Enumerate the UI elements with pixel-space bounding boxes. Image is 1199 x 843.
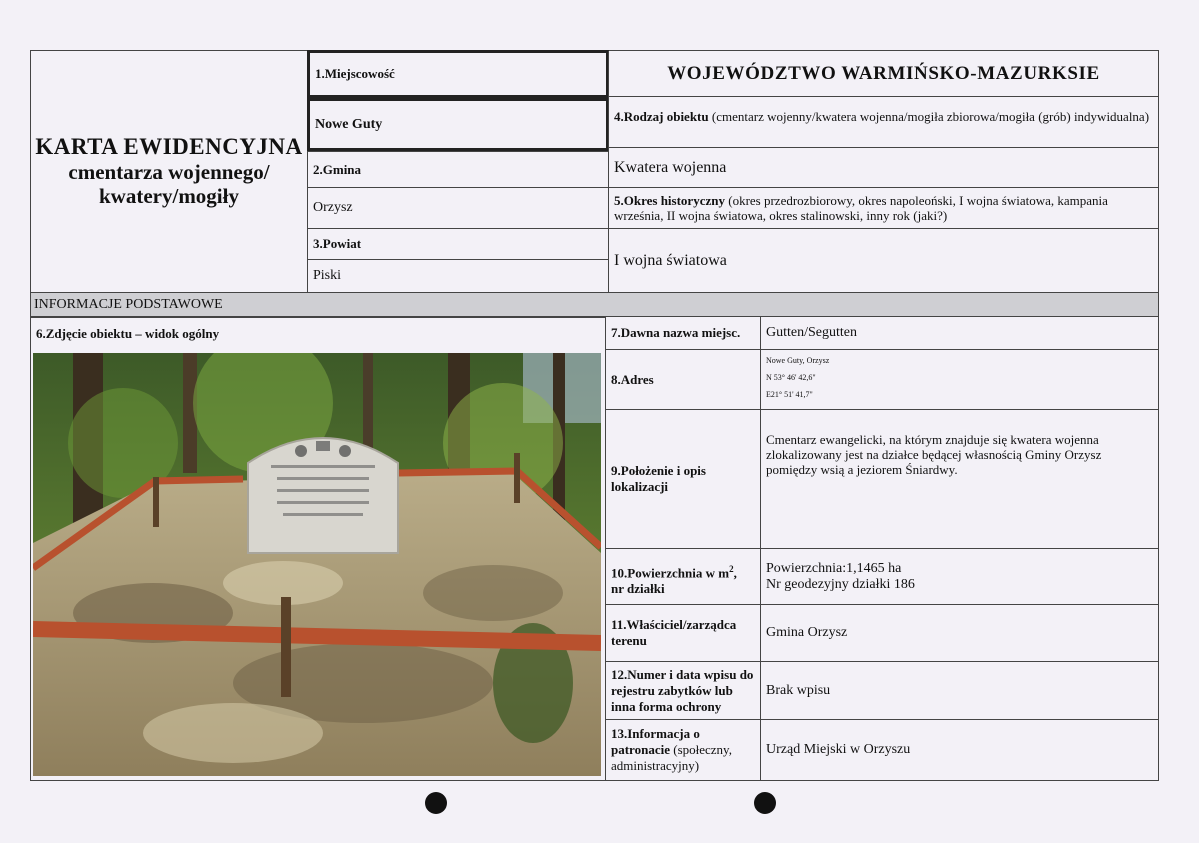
area-value [761,548,1158,604]
voivodeship-heading [608,51,1158,96]
patronage-label-bold: 13.Informacja o patronacie [611,726,700,757]
registry-label-text: 12.Numer i data wpisu do rejestru zabytków lub inna forma ochrony [611,666,754,714]
punch-hole-left [425,792,447,814]
county-value-text: Piski [313,268,342,283]
locality-value-text: Nowe Guty [315,116,383,132]
county-value [307,259,608,292]
area-label-sup: 2 [729,564,734,574]
owner-label-text: 11.Właściciel/zarządca terenu [611,617,737,648]
area-label [606,548,760,604]
card-title [31,51,307,291]
county-label-text: 3.Powiat [313,236,362,251]
area-label-comma: , [733,565,737,581]
location-label-text: 9.Położenie i opis lokalizacji [611,463,706,494]
patronage-value-text: Urząd Miejski w Orzyszu [766,742,911,757]
county-label [307,228,608,259]
period-value [608,228,1158,292]
area-label-text: 10.Powierzchnia w m [611,565,730,581]
area-value-2: Nr geodezyjny działki 186 [766,577,915,592]
title-line-3: kwatery/mogiły [99,184,239,208]
commune-value-text: Orzysz [313,200,353,215]
patronage-hint: (społeczny, administracyjny) [611,742,732,773]
object-type-label [608,96,1158,147]
registry-value-text: Brak wpisu [766,682,831,698]
owner-value-text: Gmina Orzysz [766,625,848,640]
address-line-2: N 53° 46' 42,6" [766,373,816,382]
patronage-value [761,719,1158,780]
area-label-parcel: nr działki [611,581,665,597]
commune-label [307,151,608,187]
owner-label [606,604,760,661]
object-type-label-bold: 4.Rodzaj obiektu [614,109,709,124]
locality-label-text: 1.Miejscowość [315,66,395,81]
patronage-label [606,719,760,780]
former-name-value-text: Gutten/Segutten [766,325,857,340]
former-name-value [761,317,1158,349]
commune-label-text: 2.Gmina [313,161,362,177]
address-label-text: 8.Adres [611,371,654,387]
owner-value [761,604,1158,661]
commune-value [307,187,608,228]
object-type-value-text: Kwatera wojenna [614,158,727,176]
former-name-label [606,317,760,349]
basic-info-text: INFORMACJE PODSTAWOWE [34,296,223,312]
photo-label [31,317,605,350]
photo-label-text: 6.Zdjęcie obiektu – widok ogólny [36,326,220,341]
location-value [761,409,1158,548]
former-name-label-text: 7.Dawna nazwa miejsc. [611,325,741,340]
object-type-hint: (cmentarz wojenny/kwatera wojenna/mogiła zbiorowa/mogiła (grób) indywidualna) [708,109,1150,124]
period-value-text: I wojna światowa [614,251,727,269]
object-type-value [608,147,1158,187]
location-value-text: Cmentarz ewangelicki, na którym znajduje się kwatera wojenna zlokalizowany jest na działce będącej własnością Gminy Orzysz pomiędzy wsią a jeziorem Śniardwy. [766,432,1102,477]
locality-value [307,98,609,151]
period-label-bold: 5.Okres historyczny [614,193,725,208]
title-line-2: cmentarza wojennego/ [68,160,270,184]
locality-label [307,50,609,98]
location-label [606,409,760,548]
voivodeship-text: WOJEWÓDZTWO WARMIŃSKO-MAZURKSIE [667,62,1100,84]
punch-hole-right [754,792,776,814]
title-line-1: KARTA EWIDENCYJNA [35,134,303,159]
address-label [606,349,760,409]
cemetery-photo [33,353,601,776]
area-value-1: Powierzchnia:1,1465 ha [766,561,902,576]
photo-illustration [33,353,601,776]
address-line-1: Nowe Guty, Orzysz [766,356,830,365]
registry-label [606,661,760,719]
address-line-3: E21° 51' 41,7" [766,390,813,399]
registry-value [761,661,1158,719]
basic-info-band [31,292,1158,317]
period-hint: (okres przedrozbiorowy, okres napoleoński, I wojna światowa, kampania września, II wojna światowa, okres stalinowski, inny rok (jaki?) [614,193,1108,223]
address-value [761,349,1158,409]
period-label [608,187,1158,228]
